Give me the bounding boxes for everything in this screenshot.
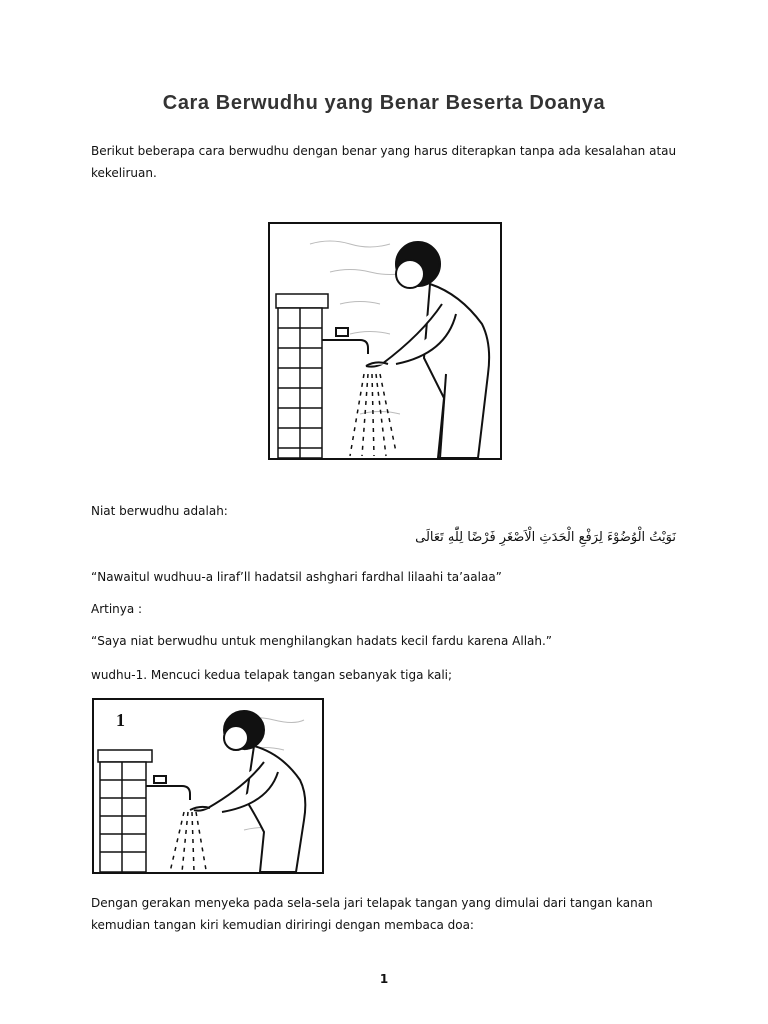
- wudhu-illustration-main: [268, 222, 502, 460]
- figure-number: 1: [116, 710, 125, 730]
- step1-heading: wudhu-1. Mencuci kedua telapak tangan sebanyak tiga kali;: [91, 668, 453, 682]
- page-number: 1: [379, 972, 389, 986]
- artinya-label: Artinya :: [91, 602, 143, 616]
- page-title: Cara Berwudhu yang Benar Beserta Doanya: [162, 92, 606, 114]
- step1-detail-paragraph: Dengan gerakan menyeka pada sela-sela jari telapak tangan yang dimulai dari tangan kanan kemudian tangan kiri kemudian diriringi dengan membaca doa:: [91, 896, 653, 932]
- washing-hands-icon: [270, 224, 500, 458]
- arabic-niat-text: نَوَيْتُ الْوُضُوْءَ لِرَفْعِ الْحَدَثِ الْاَصْغَرِ فَرْضًا لِلّٰهِ تَعَالَى: [415, 530, 676, 545]
- wudhu-illustration-step1: [92, 698, 324, 874]
- intro-paragraph: Berikut beberapa cara berwudhu dengan benar yang harus diterapkan tanpa ada kesalahan atau kekeliruan.: [91, 144, 677, 180]
- washing-hands-icon: [94, 700, 322, 872]
- meaning-text: “Saya niat berwudhu untuk menghilangkan hadats kecil fardu karena Allah.”: [91, 634, 553, 648]
- transliteration-text: “Nawaitul wudhuu-a liraf’ll hadatsil ashghari fardhal lilaahi ta’aalaa”: [91, 570, 502, 584]
- niat-heading: Niat berwudhu adalah:: [91, 504, 228, 518]
